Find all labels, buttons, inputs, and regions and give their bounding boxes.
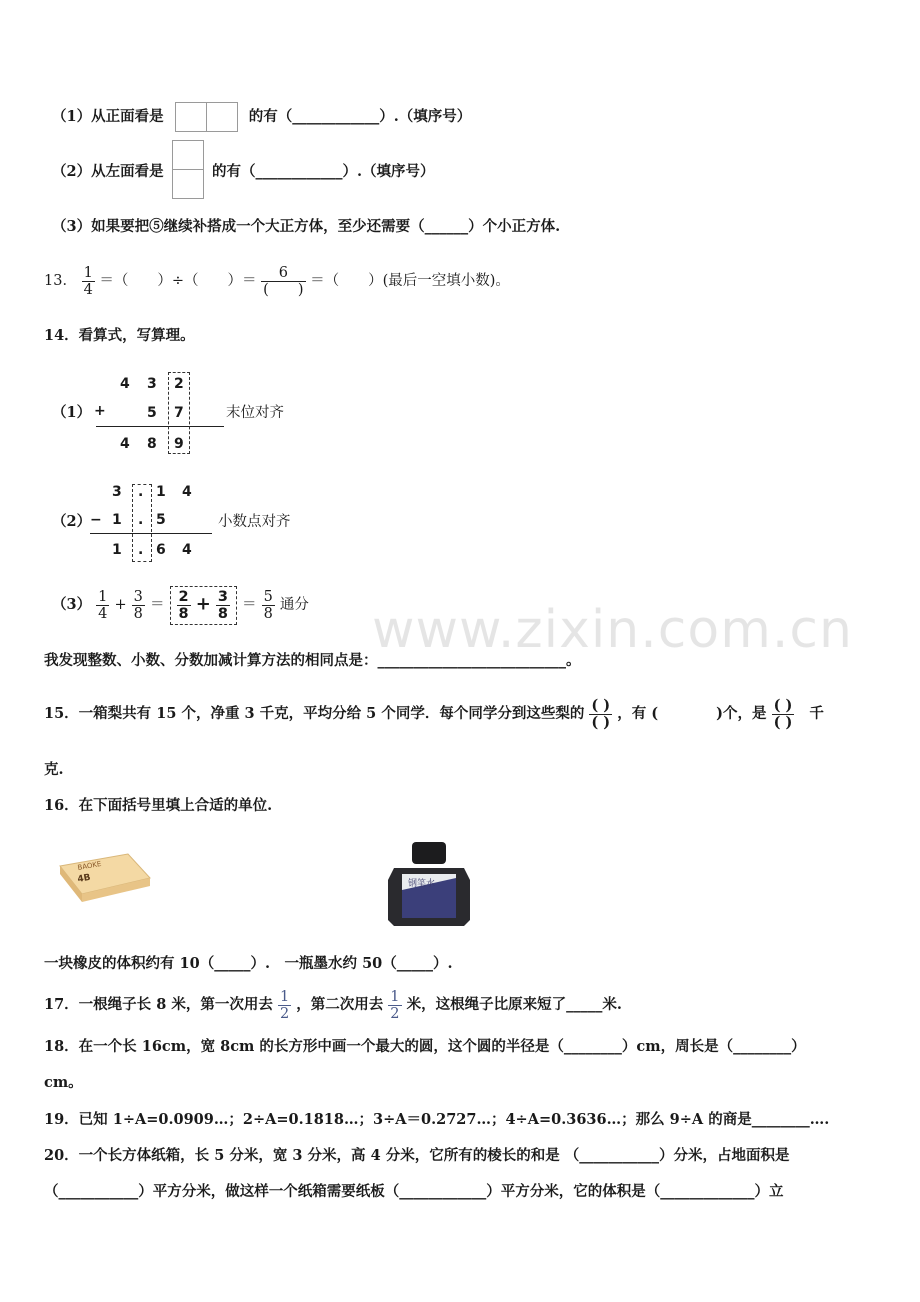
q15-fraction-1: $\frac{( )}{( )}$ [591,696,611,731]
q15-middle: ，有 ( )个，是 [617,705,767,722]
q14-p2-label: （2） [52,513,92,530]
q15 [44,694,824,734]
q14-p1-op: + [94,403,106,419]
q12-part2-prefix: （2）从左面看是 [52,163,164,180]
q14-p2-r2c2: . [138,512,144,528]
front-view-shape [175,102,238,132]
q13-middle: ＝（ ）÷（ ）＝ [99,273,257,289]
q18-text-1: 18．在一个长 16cm，宽 8cm 的长方形中画一个最大的圆，这个圆的半径是（________）cm，周长是（________） [44,1038,806,1055]
q13-fraction-1: $\frac{1}{4}$ [83,264,93,298]
watermark: www.zixin.com.cn [372,600,853,660]
q16-answer [44,954,453,974]
q14-p2-r3c1: 1 [112,542,122,558]
q14-p2-r1c4: 4 [182,484,192,500]
q13-tail: ＝（ ）(最后一空填小数)。 [310,273,510,289]
q17-fraction-1: $\frac{1}{2}$ [279,988,290,1022]
q14-title [44,326,195,346]
q14-p1-line [96,426,224,427]
q12-part1 [52,102,471,132]
q19 [44,1110,829,1130]
q14-p3-frac2: $\frac{3}{8}$ [133,588,143,622]
q12-part2-tail [212,162,435,182]
q14-p1-r2c3: 7 [174,405,184,421]
q14-p2-dashed-column [132,484,152,562]
q16-answer-text: 一块橡皮的体积约有 10（_____）. 一瓶墨水约 50（_____）. [44,955,453,972]
q20-text-2: （___________）平方分米，做这样一个纸箱需要纸板（____________）平方分米，它的体积是（_____________）立 [44,1183,784,1200]
q14-p2-r1c2: . [138,484,144,500]
q15-unit: 千 [809,705,824,722]
q14-p1-r3c2: 8 [147,436,157,452]
q14-p2-r3c2: . [138,542,144,558]
q14-p2-r2c1: 1 [112,512,122,528]
q14-p1-r1c1: 4 [120,376,130,392]
q13 [44,260,510,302]
q14-p3-frac1: $\frac{1}{4}$ [98,588,108,622]
eraser-image [50,848,160,908]
q17-text-3: 米，这根绳子比原来短了_____米. [406,996,622,1013]
q14-p3-result: $\frac{5}{8}$ [263,588,273,622]
q13-label: 13． [44,273,77,289]
q14-p2-note: 小数点对齐 [218,514,291,530]
q12-part3 [52,217,560,237]
q12-part3-text: （3）如果要把⑤继续补搭成一个大正方体，至少还需要（______）个小正方体. [52,218,561,235]
q14-p2-r1c3: 1 [156,484,166,500]
q12-part1-suffix: 的有（____________）.（填序号） [248,108,472,125]
q14-p3 [52,585,309,625]
q17-text-2: ，第二次用去 [296,996,384,1013]
q14-finding-text: 我发现整数、小数、分数加减计算方法的相同点是：__________________________。 [44,652,581,669]
q14-title-text: 14．看算式，写算理。 [44,327,195,344]
q20-text-1: 20．一个长方体纸箱，长 5 分米，宽 3 分米，高 4 分米，它所有的棱长的和是 （___________）分米，占地面积是 [44,1147,790,1164]
q14-p3-note: 通分 [279,597,309,613]
q16-title [44,796,272,816]
q14-p2-op: − [90,512,102,528]
q14-p2-r3c4: 4 [182,542,192,558]
q14-p3-plus: + [114,597,127,613]
q14-p1-note: 末位对齐 [226,405,284,421]
q14-p2-r2c3: 5 [156,512,166,528]
q14-p3-label: （3） [52,596,92,613]
q14-p1-label: （1） [52,404,92,421]
q12-part1-prefix: （1）从正面看是 [52,108,164,125]
eraser-grade: 4B [76,872,92,885]
q12-part2 [52,162,164,182]
q14-p3-equals-2: ＝ [242,597,257,613]
q17-fraction-2: $\frac{1}{2}$ [390,988,400,1022]
q15-text: 15．一箱梨共有 15 个，净重 3 千克，平均分给 5 个同学．每个同学分到这些梨的 [44,705,585,722]
q13-fraction-2: $\frac{6}{( )}$ [263,264,304,298]
q14-p3-equals: ＝ [149,597,165,613]
q20-line2 [44,1182,784,1202]
q14-p3-dashed-box: $\frac{2}{8}$ + $\frac{3}{8}$ [170,586,237,625]
q14-p1-r1c3: 2 [174,376,184,392]
q14-p1-r3c1: 4 [120,436,130,452]
q20-line1 [44,1146,790,1166]
q19-text: 19．已知 1÷A=0.0909…；2÷A=0.1818…；3÷A＝0.2727…；4÷A=0.3636…；那么 9÷A 的商是________…. [44,1111,830,1128]
q14-p1-dashed-column [168,372,190,454]
q14-p1-r1c2: 3 [147,376,157,392]
ink-bottle-image [384,838,474,930]
q18-line1 [44,1037,806,1057]
q15-fraction-2: $\frac{( )}{( )}$ [773,696,793,731]
q16-title-text: 16．在下面括号里填上合适的单位. [44,797,273,814]
q14-p1-r2c2: 5 [147,405,157,421]
q15-cont: 克. [44,761,64,778]
ink-label: 钢笔水 [408,879,436,889]
left-view-shape [172,140,204,199]
q17 [44,985,622,1025]
q12-part2-suffix: 的有（____________）.（填序号） [212,163,435,180]
eraser-brand: BAOKE [76,859,102,872]
q14-p2-r1c1: 3 [112,484,122,500]
q18-line2 [44,1073,83,1093]
q14-p1-r3c3: 9 [174,436,184,452]
q17-text-1: 17．一根绳子长 8 米，第一次用去 [44,996,273,1013]
q14-p2-r3c3: 6 [156,542,166,558]
q18-text-2: cm。 [44,1074,83,1091]
